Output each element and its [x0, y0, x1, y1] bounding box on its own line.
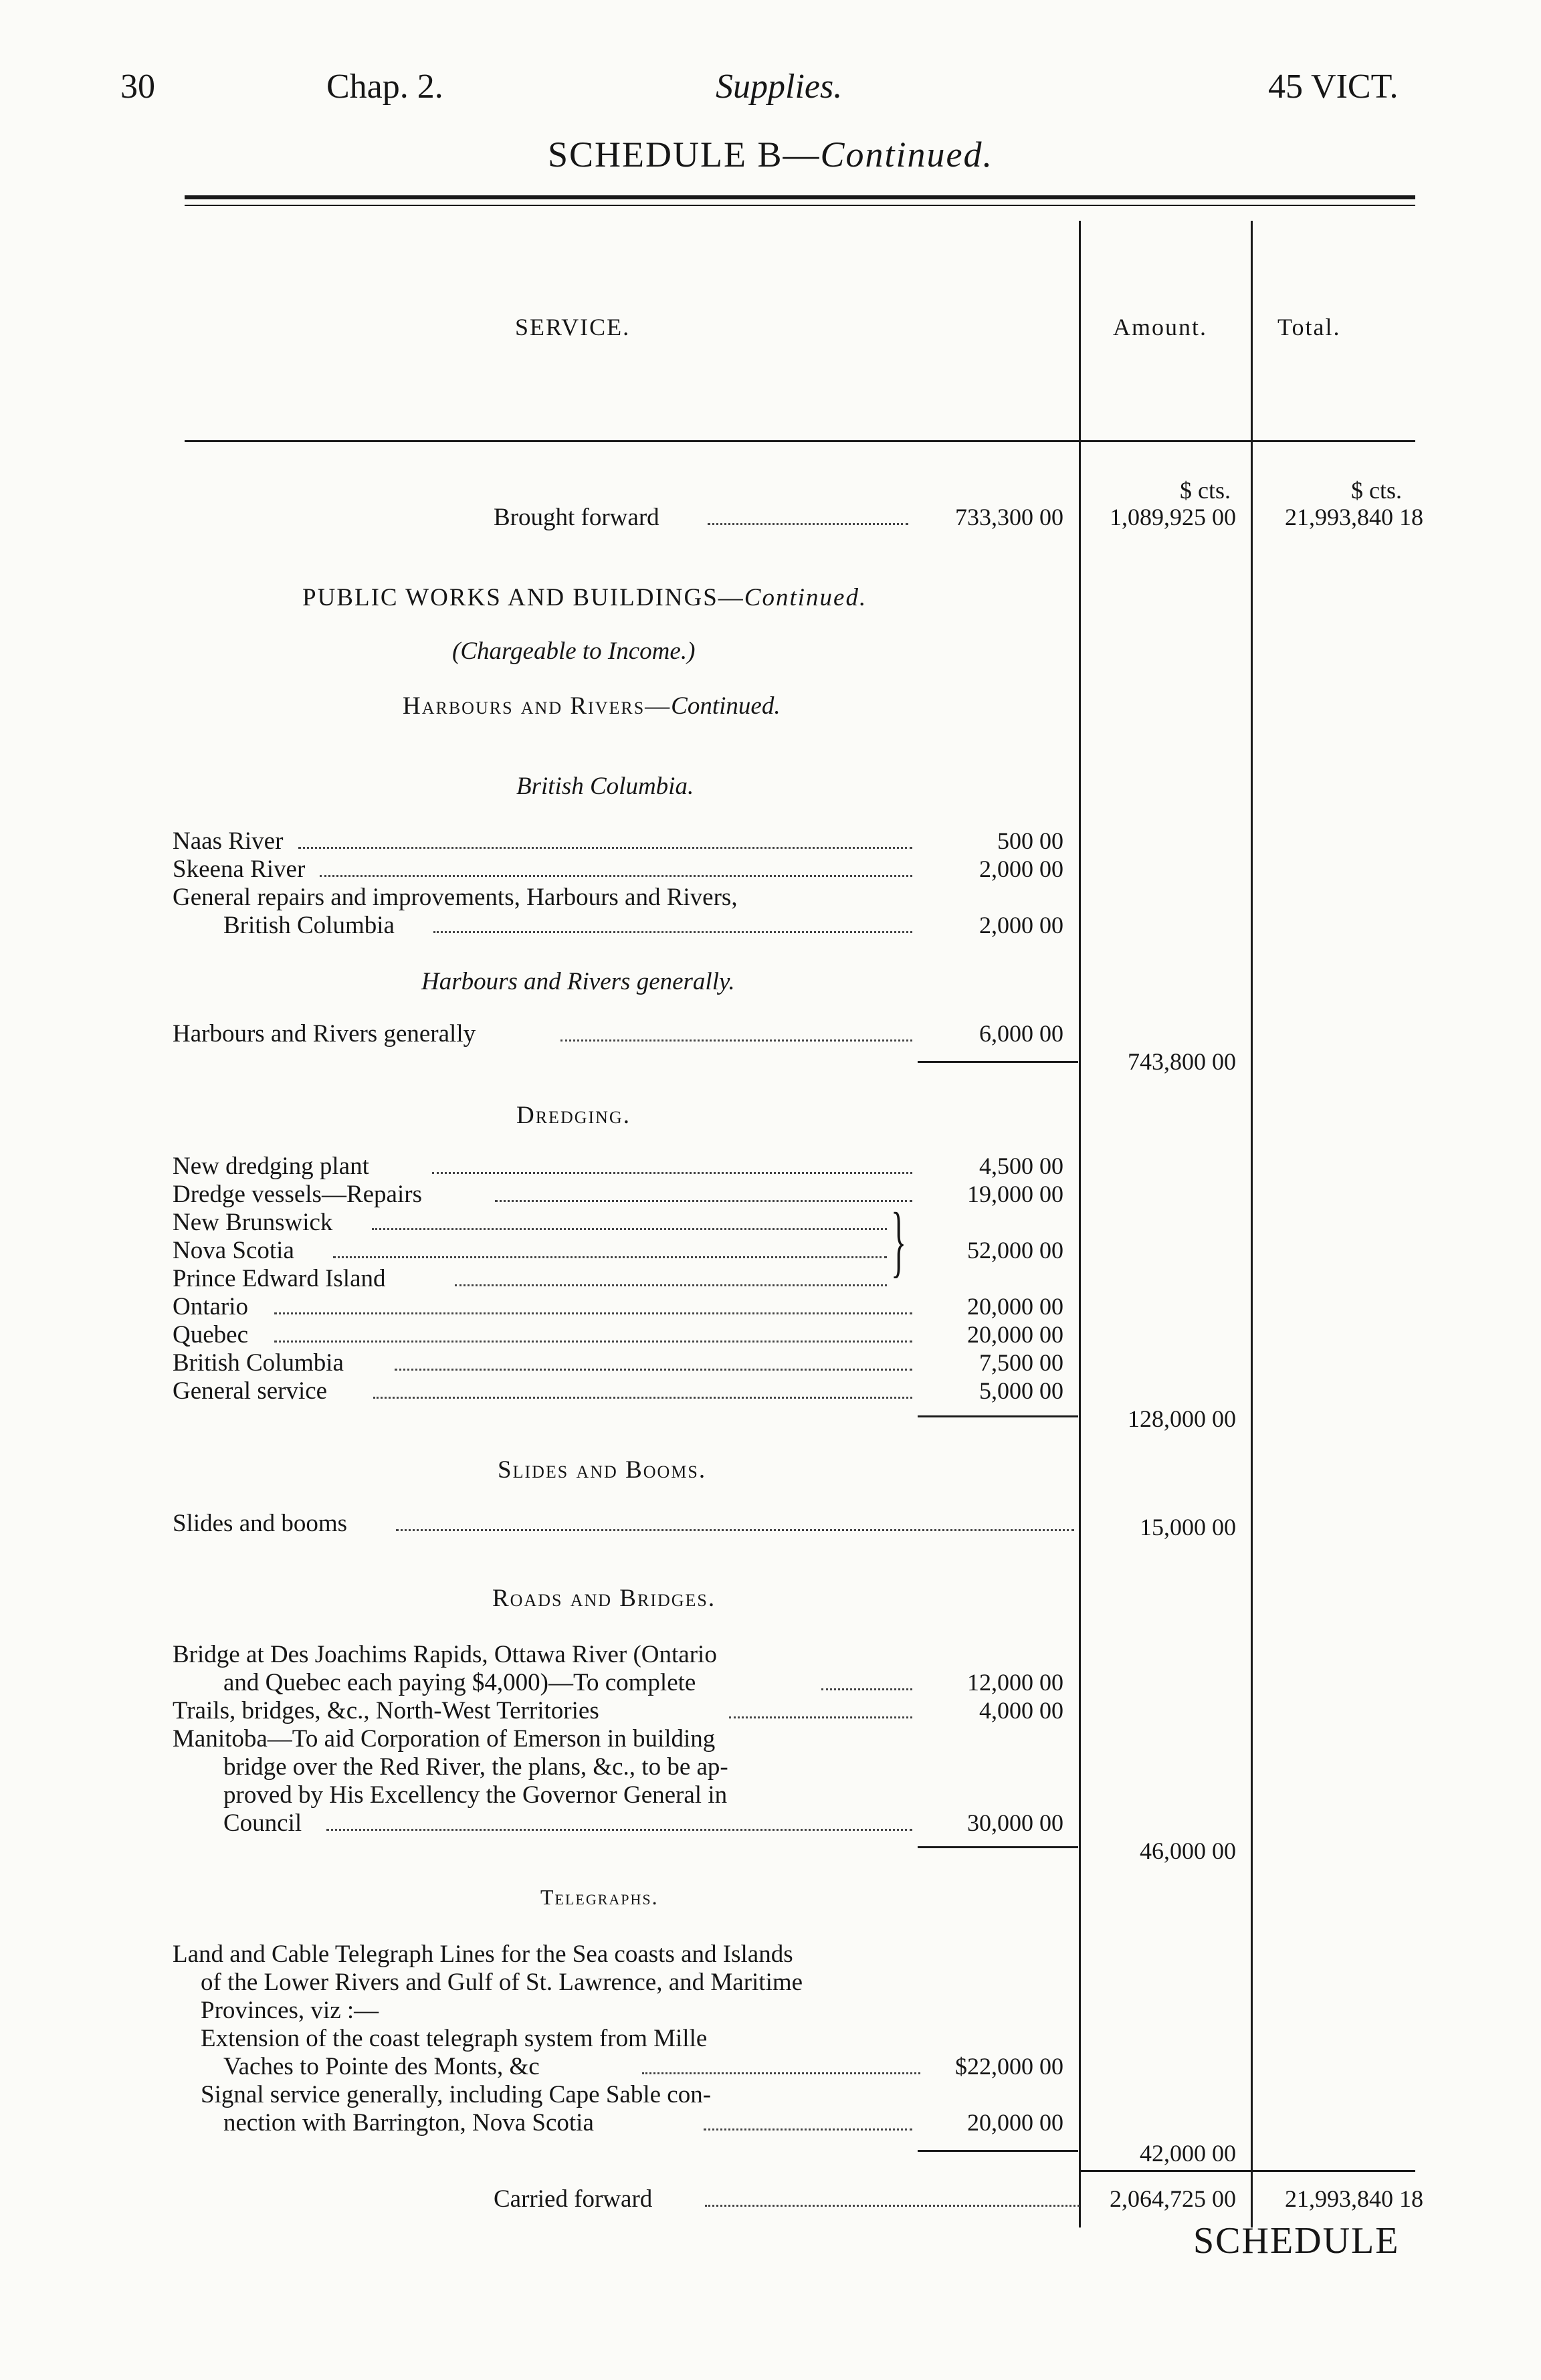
- naas-river-value: 500 00: [997, 827, 1063, 854]
- naas-river-label: Naas River: [173, 827, 284, 855]
- subtotal-rule: [918, 1846, 1078, 1848]
- chapter-label: Chap. 2.: [326, 68, 443, 106]
- subsection-heading-main: Harbours and Rivers—: [403, 692, 672, 720]
- section-heading-continued: Continued.: [744, 584, 867, 611]
- service-column-heading: SERVICE.: [515, 314, 631, 340]
- coast-extension-line-1: Extension of the coast telegraph system from Mille: [201, 2025, 708, 2052]
- telegraphs-subtotal: 42,000 00: [1140, 2140, 1236, 2167]
- general-service-label: General service: [173, 1377, 328, 1405]
- catchword: SCHEDULE: [1193, 2220, 1400, 2262]
- dredging-plant-value: 4,500 00: [979, 1153, 1063, 1179]
- leader-dots: [333, 1256, 887, 1258]
- leader-dots: [274, 1312, 912, 1314]
- telegraph-intro-1: Land and Cable Telegraph Lines for the Sea coasts and Islands: [173, 1941, 793, 1968]
- subsection-heading-continued: Continued.: [671, 692, 781, 720]
- leader-dots: [705, 2205, 1080, 2207]
- header-rule: [185, 440, 1415, 442]
- page-number: 30: [120, 68, 155, 106]
- telegraph-intro-2: of the Lower Rivers and Gulf of St. Lawrence, and Maritime: [201, 1969, 803, 1996]
- title-rule-thick: [185, 195, 1415, 199]
- leader-dots: [320, 875, 912, 877]
- dredge-vessels-label: Dredge vessels—Repairs: [173, 1181, 422, 1208]
- dredge-vessels-value: 19,000 00: [967, 1181, 1063, 1207]
- leader-dots: [372, 1228, 887, 1230]
- subject-label: Supplies.: [716, 68, 843, 106]
- slides-label: Slides and booms: [173, 1510, 348, 1537]
- carried-forward-amount: 2,064,725 00: [1110, 2185, 1236, 2212]
- regnal-year: 45 VICT.: [1268, 68, 1399, 106]
- total-units: $ cts.: [1351, 477, 1402, 504]
- des-joachims-line-1: Bridge at Des Joachims Rapids, Ottawa River (Ontario: [173, 1641, 717, 1668]
- skeena-river-value: 2,000 00: [979, 856, 1063, 882]
- maritime-bracket-value: 52,000 00: [967, 1237, 1063, 1264]
- general-repairs-label-1: General repairs and improvements, Harbours and Rivers,: [173, 884, 738, 911]
- emerson-line-2: bridge over the Red River, the plans, &c., to be ap-: [223, 1753, 728, 1781]
- brought-forward-label: Brought forward: [494, 504, 659, 531]
- leader-dots: [395, 1369, 912, 1371]
- telegraph-intro-3: Provinces, viz :—: [201, 1997, 379, 2024]
- british-columbia-value: 7,500 00: [979, 1349, 1063, 1376]
- leader-dots: [729, 1716, 912, 1718]
- bracket-brace: }: [891, 1196, 907, 1285]
- title-rule-thin: [185, 205, 1415, 206]
- leader-dots: [455, 1284, 887, 1286]
- coast-extension-value: $22,000 00: [955, 2053, 1063, 2080]
- trails-value: 4,000 00: [979, 1697, 1063, 1724]
- leader-dots: [373, 1397, 912, 1399]
- signal-service-line-1: Signal service generally, including Cape Sable con-: [201, 2081, 712, 2108]
- hrg-value: 6,000 00: [979, 1020, 1063, 1047]
- dredging-plant-label: New dredging plant: [173, 1153, 369, 1180]
- leader-dots: [432, 1172, 912, 1174]
- general-repairs-label-2: British Columbia: [223, 912, 395, 939]
- hrg-subtotal: 743,800 00: [1128, 1048, 1236, 1075]
- pei-label: Prince Edward Island: [173, 1265, 386, 1292]
- quebec-label: Quebec: [173, 1321, 248, 1349]
- dredging-heading: Dredging.: [516, 1102, 631, 1129]
- emerson-line-3: proved by His Excellency the Governor General in: [223, 1781, 728, 1809]
- leader-dots: [298, 847, 912, 849]
- general-repairs-value: 2,000 00: [979, 912, 1063, 938]
- new-brunswick-label: New Brunswick: [173, 1209, 333, 1236]
- leader-dots: [433, 931, 912, 933]
- skeena-river-label: Skeena River: [173, 856, 306, 883]
- leader-dots: [560, 1039, 912, 1042]
- leader-dots: [704, 2128, 912, 2130]
- des-joachims-line-2: and Quebec each paying $4,000)—To complete: [223, 1669, 696, 1696]
- subtotal-rule: [918, 1415, 1078, 1417]
- signal-service-line-2: nection with Barrington, Nova Scotia: [223, 2109, 594, 2137]
- brought-forward-amount: 1,089,925 00: [1110, 504, 1236, 530]
- leader-dots: [274, 1341, 912, 1343]
- roads-subtotal: 46,000 00: [1140, 1838, 1236, 1864]
- roads-heading: Roads and Bridges.: [492, 1585, 716, 1612]
- subtotal-rule: [918, 1061, 1078, 1063]
- schedule-title-main: SCHEDULE B—: [547, 134, 821, 175]
- general-service-value: 5,000 00: [979, 1377, 1063, 1404]
- des-joachims-value: 12,000 00: [967, 1669, 1063, 1696]
- nova-scotia-label: Nova Scotia: [173, 1237, 294, 1264]
- leader-dots: [326, 1829, 912, 1831]
- british-columbia-label: British Columbia: [173, 1349, 344, 1377]
- amount-total-rule: [1080, 2170, 1251, 2172]
- section-heading: [302, 583, 867, 612]
- slides-heading: Slides and Booms.: [498, 1456, 707, 1484]
- emerson-value: 30,000 00: [967, 1809, 1063, 1836]
- slides-amount: 15,000 00: [1140, 1514, 1236, 1541]
- section-heading-main: PUBLIC WORKS AND BUILDINGS—: [302, 584, 744, 611]
- subsection-heading: [403, 692, 781, 720]
- total-total-rule: [1252, 2170, 1415, 2172]
- telegraphs-heading: Telegraphs.: [540, 1885, 659, 1909]
- leader-dots: [396, 1529, 1074, 1531]
- emerson-line-4: Council: [223, 1809, 302, 1837]
- trails-label: Trails, bridges, &c., North-West Territories: [173, 1697, 599, 1724]
- hrg-label: Harbours and Rivers generally: [173, 1020, 476, 1048]
- subtotal-rule: [918, 2150, 1078, 2152]
- schedule-title: [0, 134, 1541, 175]
- leader-dots: [495, 1200, 912, 1202]
- dredging-subtotal: 128,000 00: [1128, 1405, 1236, 1432]
- amount-units: $ cts.: [1180, 477, 1231, 504]
- signal-service-value: 20,000 00: [967, 2109, 1063, 2136]
- leader-dots: [821, 1688, 912, 1690]
- carried-forward-label: Carried forward: [494, 2185, 653, 2213]
- total-column-heading: Total.: [1277, 314, 1341, 340]
- emerson-line-1: Manitoba—To aid Corporation of Emerson in building: [173, 1725, 716, 1753]
- amount-column-heading: Amount.: [1113, 314, 1208, 340]
- brought-forward-sub: 733,300 00: [955, 504, 1063, 530]
- ontario-value: 20,000 00: [967, 1293, 1063, 1320]
- leader-dots: [708, 523, 908, 525]
- coast-extension-line-2: Vaches to Pointe des Monts, &c: [223, 2053, 540, 2080]
- brought-forward-total: 21,993,840 18: [1285, 504, 1423, 530]
- leader-dots: [642, 2072, 920, 2074]
- chargeable-note: (Chargeable to Income.): [452, 637, 696, 665]
- bc-heading: British Columbia.: [516, 773, 694, 800]
- hrg-heading: Harbours and Rivers generally.: [421, 968, 735, 995]
- quebec-value: 20,000 00: [967, 1321, 1063, 1348]
- schedule-title-continued: Continued.: [820, 134, 993, 175]
- ontario-label: Ontario: [173, 1293, 249, 1320]
- carried-forward-total: 21,993,840 18: [1285, 2185, 1423, 2212]
